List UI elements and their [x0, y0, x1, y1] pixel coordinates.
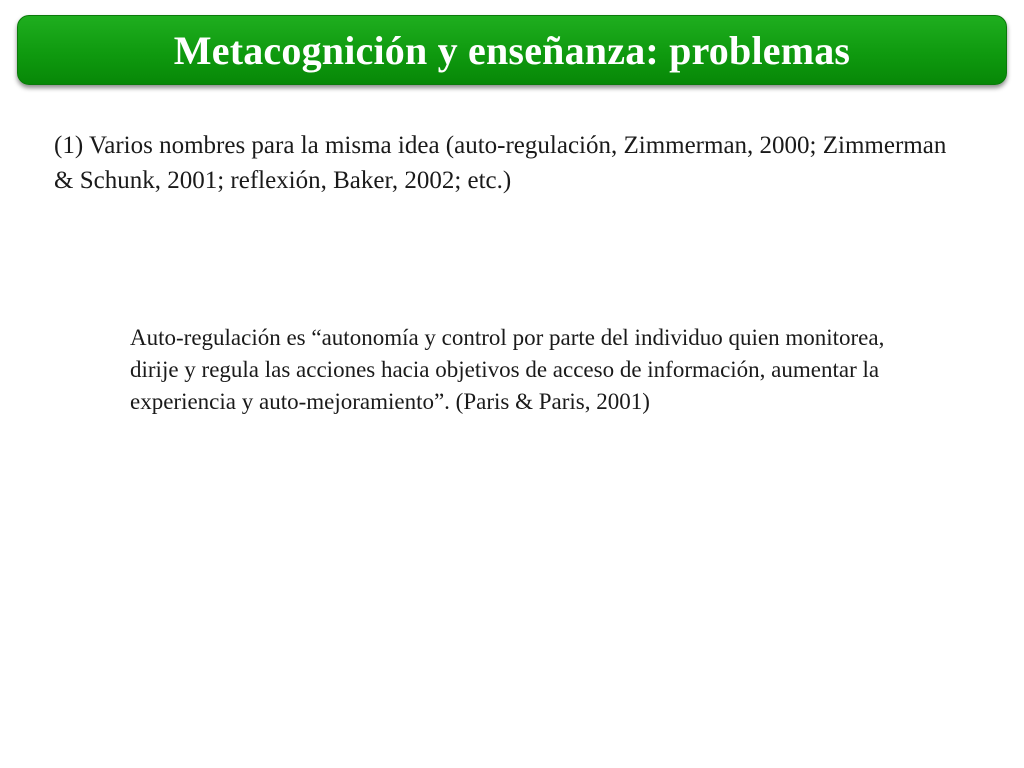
- definition-quote: Auto-regulación es “autonomía y control por parte del individuo quien monitorea, dirije y regula las acciones hacia objetivos de acceso de información, aumentar la experiencia y auto-mejoramiento”. (Paris & Paris, 2001): [130, 325, 885, 414]
- slide-title: Metacognición y enseñanza: problemas: [173, 27, 851, 73]
- title-banner: [17, 15, 1007, 85]
- point-one-text: (1) Varios nombres para la misma idea (auto-regulación, Zimmerman, 2000; Zimmerman & Schunk, 2001; reflexión, Baker, 2002; etc.): [54, 132, 947, 194]
